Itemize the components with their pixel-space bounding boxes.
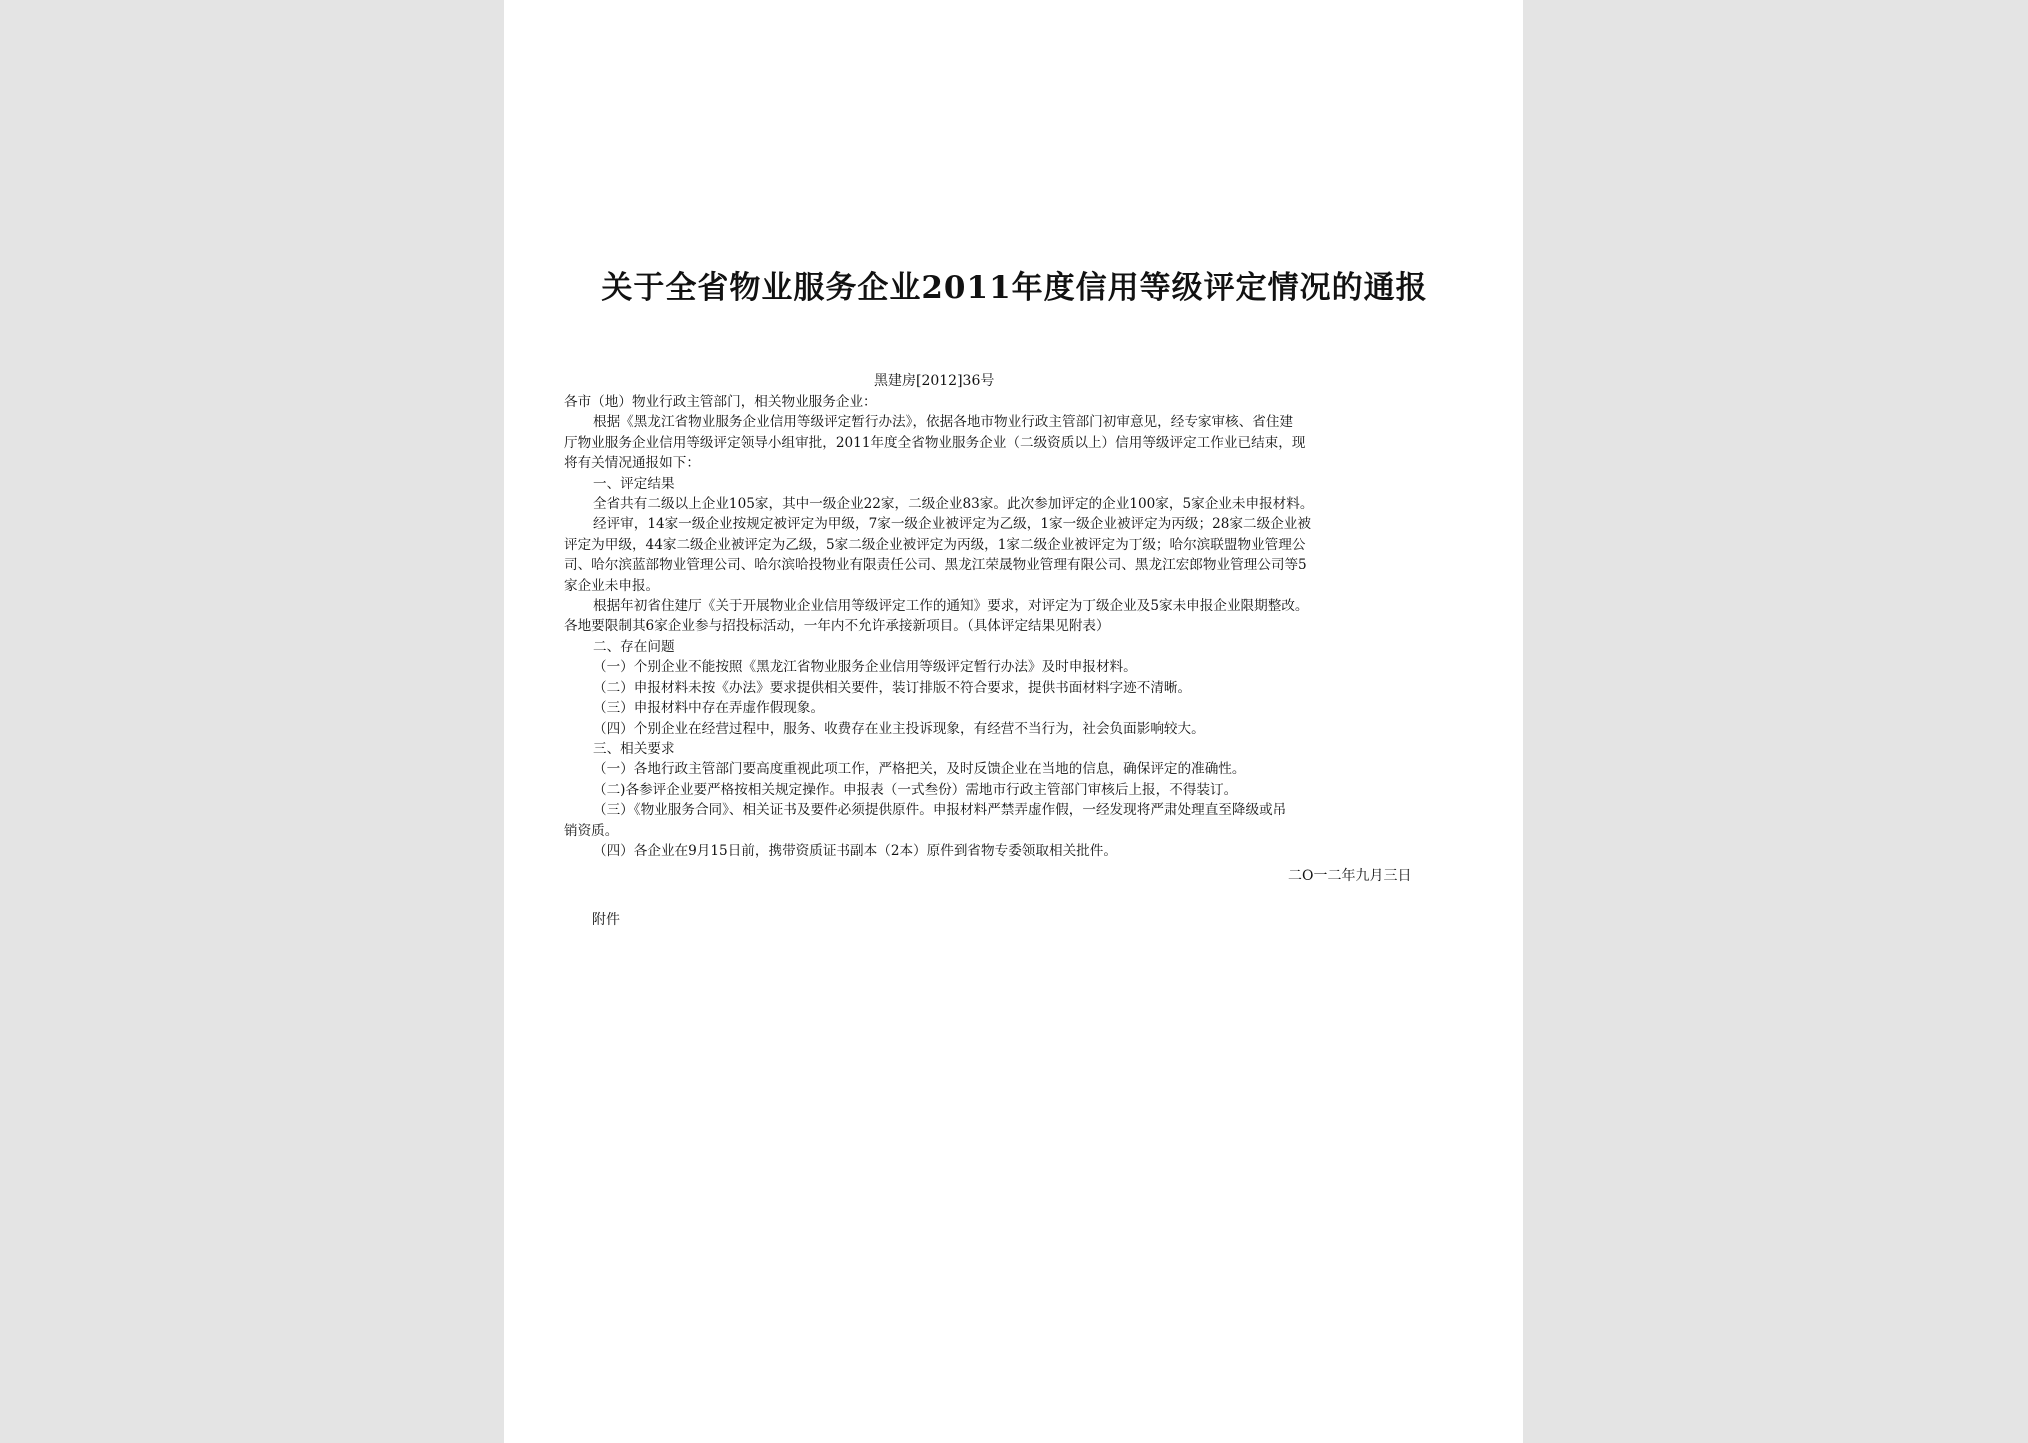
paragraph-line: 全省共有二级以上企业105家，其中一级企业22家，二级企业83家。此次参加评定的企业100家，5家企业未申报材料。 — [593, 496, 1314, 513]
paragraph-line: 经评审，14家一级企业按规定被评定为甲级，7家一级企业被评定为乙级，1家一级企业被评定为丙级；28家二级企业被 — [593, 516, 1311, 533]
list-item: （四）个别企业在经营过程中，服务、收费存在业主投诉现象，有经营不当行为，社会负面影响较大。 — [593, 720, 1205, 737]
section-heading: 一、评定结果 — [593, 475, 675, 492]
list-item: （三）申报材料中存在弄虚作假现象。 — [593, 700, 825, 717]
document-page — [504, 0, 1523, 1443]
document-number: 黑建房[2012]36号 — [874, 373, 995, 389]
paragraph-line: 将有关情况通报如下： — [564, 455, 700, 472]
document-title: 关于全省物业服务企业2011年度信用等级评定情况的通报 — [601, 270, 1428, 306]
list-item: （二）申报材料未按《办法》要求提供相关要件，装订排版不符合要求，提供书面材料字迹不清晰。 — [593, 679, 1192, 696]
section-heading: 三、相关要求 — [593, 740, 675, 757]
list-item: （一）各地行政主管部门要高度重视此项工作，严格把关，及时反馈企业在当地的信息，确保评定的准确性。 — [593, 761, 1246, 778]
paragraph-line: 各地要限制其6家企业参与招投标活动，一年内不允许承接新项目。（具体评定结果见附表） — [564, 618, 1110, 635]
paragraph-line: 司、哈尔滨蓝部物业管理公司、哈尔滨哈投物业有限责任公司、黑龙江荣晟物业管理有限公司、黑龙江宏郎物业管理公司等5 — [564, 557, 1307, 574]
document-body — [564, 392, 1394, 861]
paragraph-line: 根据年初省住建厅《关于开展物业企业信用等级评定工作的通知》要求，对评定为丁级企业及5家未申报企业限期整改。 — [593, 598, 1309, 615]
list-item: （二)各参评企业要严格按相关规定操作。申报表（一式叁份）需地市行政主管部门审核后上报，不得装订。 — [593, 781, 1238, 798]
paragraph-line: 根据《黑龙江省物业服务企业信用等级评定暂行办法》，依据各地市物业行政主管部门初审意见，经专家审核、省住建 — [593, 414, 1294, 431]
paragraph-line: 评定为甲级，44家二级企业被评定为乙级，5家二级企业被评定为丙级，1家二级企业被评定为丁级；哈尔滨联盟物业管理公 — [564, 536, 1306, 553]
list-item: 销资质。 — [564, 822, 619, 839]
section-heading: 二、存在问题 — [593, 638, 675, 655]
paragraph-line: 厅物业服务企业信用等级评定领导小组审批，2011年度全省物业服务企业（二级资质以上）信用等级评定工作业已结束，现 — [564, 434, 1306, 451]
salutation: 各市（地）物业行政主管部门，相关物业服务企业： — [564, 394, 877, 410]
document-date: 二O一二年九月三日 — [1288, 868, 1412, 884]
attachment-label: 附件 — [592, 912, 620, 928]
list-item: （一）个别企业不能按照《黑龙江省物业服务企业信用等级评定暂行办法》及时申报材料。 — [593, 659, 1137, 676]
list-item: （三）《物业服务合同》、相关证书及要件必须提供原件。申报材料严禁弄虚作假，一经发现将严肃处理直至降级或吊 — [593, 802, 1287, 819]
list-item: （四）各企业在9月15日前，携带资质证书副本（2本）原件到省物专委领取相关批件。 — [593, 842, 1117, 859]
paragraph-line: 家企业未申报。 — [564, 577, 660, 594]
